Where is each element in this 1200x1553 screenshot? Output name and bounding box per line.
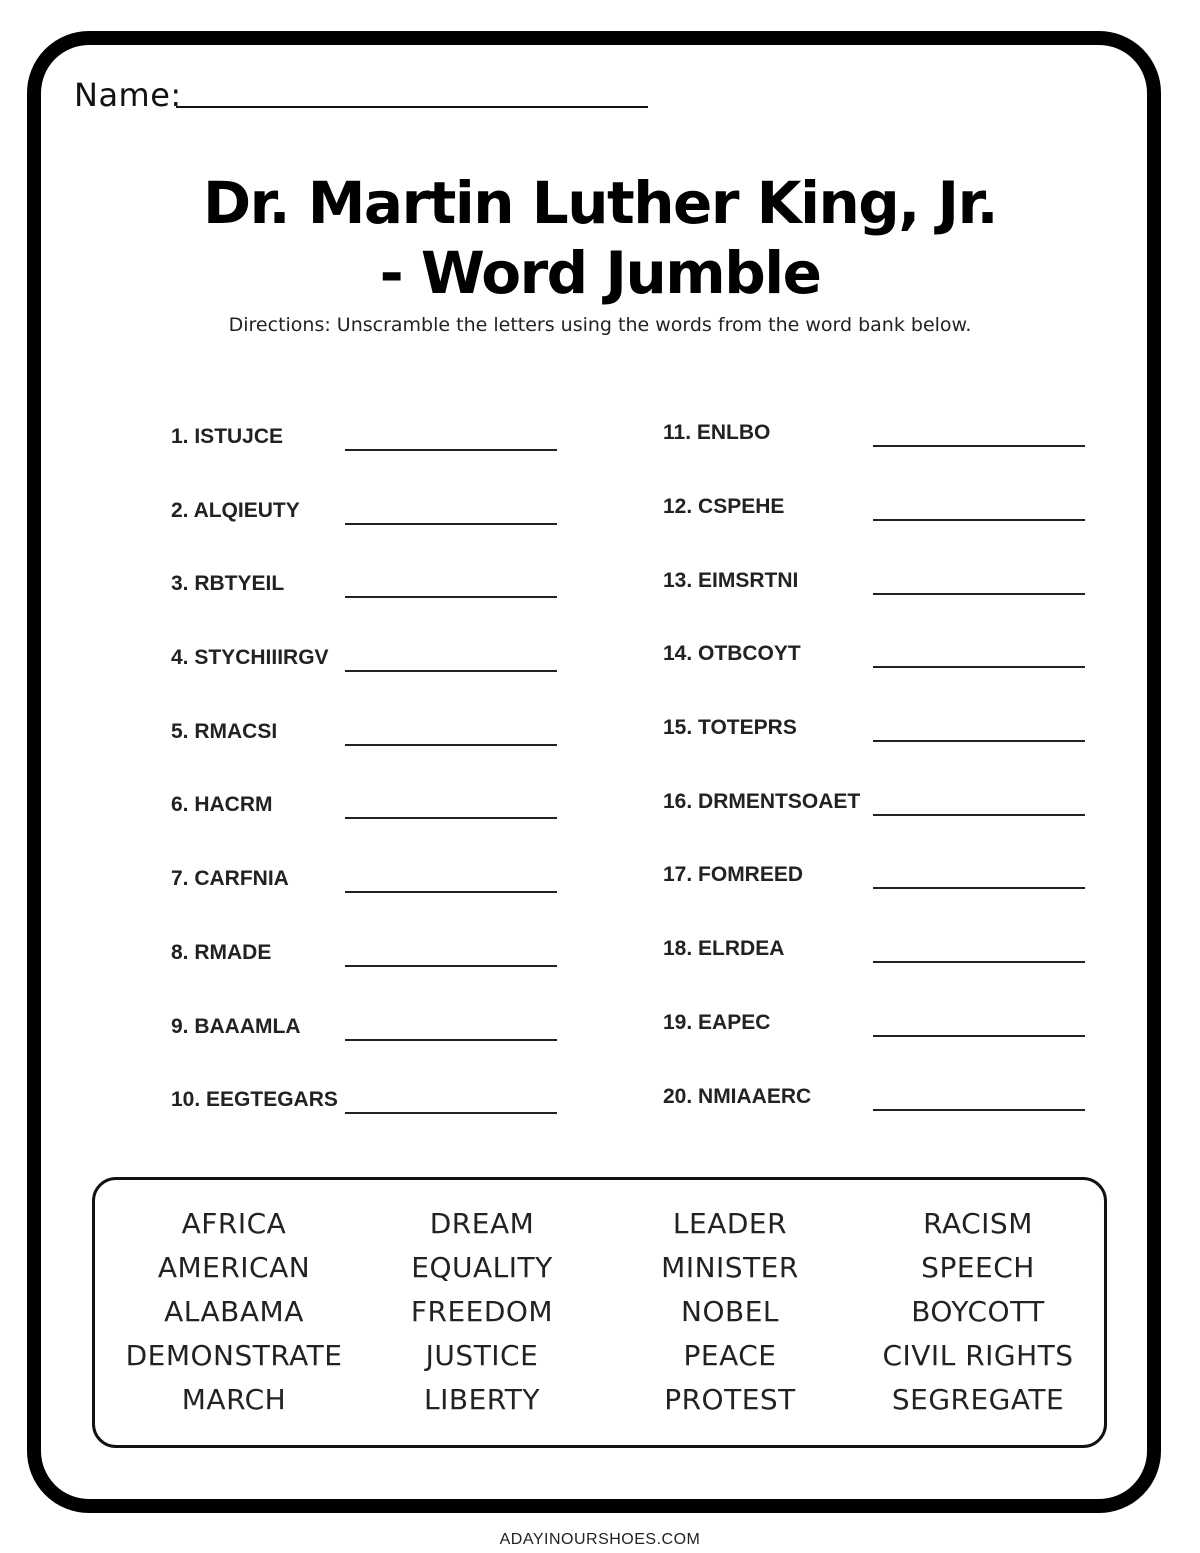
puzzle-item — [663, 495, 1083, 525]
scrambled-word: 7. CARFNIA — [171, 867, 289, 890]
scrambled-word: 3. RBTYEIL — [171, 572, 285, 595]
bank-word: DREAM — [429, 1207, 535, 1240]
answer-line[interactable] — [345, 670, 557, 672]
puzzle-item — [171, 646, 591, 676]
scrambled-word: 14. OTBCOYT — [663, 642, 801, 665]
scrambled-word: 5. RMACSI — [171, 720, 278, 743]
answer-line[interactable] — [873, 887, 1085, 889]
answer-line[interactable] — [873, 961, 1085, 963]
scrambled-word: 1. ISTUJCE — [171, 425, 284, 448]
answer-line[interactable] — [345, 1039, 557, 1041]
answer-line[interactable] — [873, 1109, 1085, 1111]
answer-line[interactable] — [873, 814, 1085, 816]
puzzle-item — [171, 793, 591, 823]
scrambled-word: 12. CSPEHE — [663, 495, 785, 518]
scrambled-word: 18. ELRDEA — [663, 937, 785, 960]
bank-word: AMERICAN — [157, 1251, 311, 1284]
bank-word: MINISTER — [661, 1251, 799, 1284]
bank-word: EQUALITY — [411, 1251, 553, 1284]
scrambled-word: 4. STYCHIIIRGV — [171, 646, 329, 669]
bank-word: SEGREGATE — [891, 1383, 1065, 1416]
puzzle-item — [171, 867, 591, 897]
puzzle-item — [171, 941, 591, 971]
scrambled-word: 6. HACRM — [171, 793, 273, 816]
scrambled-word: 16. DRMENTSOAET — [663, 790, 861, 813]
bank-word: DEMONSTRATE — [125, 1339, 343, 1372]
title-line-2: - Word Jumble — [379, 239, 821, 307]
scrambled-word: 19. EAPEC — [663, 1011, 771, 1034]
name-label: Name: — [74, 76, 182, 114]
puzzle-item — [663, 1011, 1083, 1041]
puzzle-item — [171, 499, 591, 529]
puzzle-item — [663, 716, 1083, 746]
title-line-1: Dr. Martin Luther King, Jr. — [203, 169, 997, 237]
scrambled-word: 17. FOMREED — [663, 863, 804, 886]
scrambled-word: 2. ALQIEUTY — [171, 499, 300, 522]
bank-word: ALABAMA — [164, 1295, 304, 1328]
bank-word: CIVIL RIGHTS — [882, 1339, 1074, 1372]
bank-word: SPEECH — [921, 1251, 1035, 1284]
scrambled-word: 9. BAAAMLA — [171, 1015, 301, 1038]
scrambled-word: 15. TOTEPRS — [663, 716, 797, 739]
scrambled-word: 10. EEGTEGARS — [171, 1088, 338, 1111]
answer-line[interactable] — [345, 523, 557, 525]
puzzle-item — [171, 572, 591, 602]
bank-word: BOYCOTT — [911, 1295, 1045, 1328]
scrambled-word: 11. ENLBO — [663, 421, 771, 444]
bank-word: JUSTICE — [425, 1339, 539, 1372]
answer-line[interactable] — [873, 445, 1085, 447]
puzzle-item — [663, 642, 1083, 672]
puzzle-item — [663, 863, 1083, 893]
answer-line[interactable] — [345, 891, 557, 893]
puzzle-item — [663, 1085, 1083, 1115]
puzzle-item — [171, 720, 591, 750]
answer-line[interactable] — [873, 740, 1085, 742]
name-input-line[interactable] — [176, 106, 648, 108]
puzzle-item — [663, 790, 1083, 820]
answer-line[interactable] — [345, 596, 557, 598]
scrambled-word: 13. EIMSRTNI — [663, 569, 799, 592]
answer-line[interactable] — [345, 449, 557, 451]
answer-line[interactable] — [345, 965, 557, 967]
puzzle-item — [663, 937, 1083, 967]
answer-line[interactable] — [345, 817, 557, 819]
directions-text: Directions: Unscramble the letters using the words from the word bank below. — [228, 314, 972, 336]
bank-word: LIBERTY — [424, 1383, 540, 1416]
answer-line[interactable] — [873, 1035, 1085, 1037]
bank-word: LEADER — [672, 1207, 788, 1240]
bank-word: MARCH — [181, 1383, 287, 1416]
answer-line[interactable] — [345, 744, 557, 746]
answer-line[interactable] — [873, 593, 1085, 595]
answer-line[interactable] — [345, 1112, 557, 1114]
answer-line[interactable] — [873, 666, 1085, 668]
scrambled-word: 20. NMIAAERC — [663, 1085, 812, 1108]
puzzle-item — [171, 1015, 591, 1045]
puzzle-item — [663, 569, 1083, 599]
bank-word: NOBEL — [681, 1295, 779, 1328]
footer-site: ADAYINOURSHOES.COM — [499, 1531, 701, 1548]
bank-word: AFRICA — [181, 1207, 287, 1240]
bank-word: PEACE — [683, 1339, 777, 1372]
page-title — [150, 168, 1050, 308]
bank-word: RACISM — [923, 1207, 1033, 1240]
bank-word: PROTEST — [664, 1383, 796, 1416]
puzzle-item — [663, 421, 1083, 451]
answer-line[interactable] — [873, 519, 1085, 521]
scrambled-word: 8. RMADE — [171, 941, 272, 964]
word-bank — [92, 1177, 1107, 1448]
puzzle-item — [171, 1088, 591, 1118]
puzzle-item — [171, 425, 591, 455]
bank-word: FREEDOM — [410, 1295, 554, 1328]
